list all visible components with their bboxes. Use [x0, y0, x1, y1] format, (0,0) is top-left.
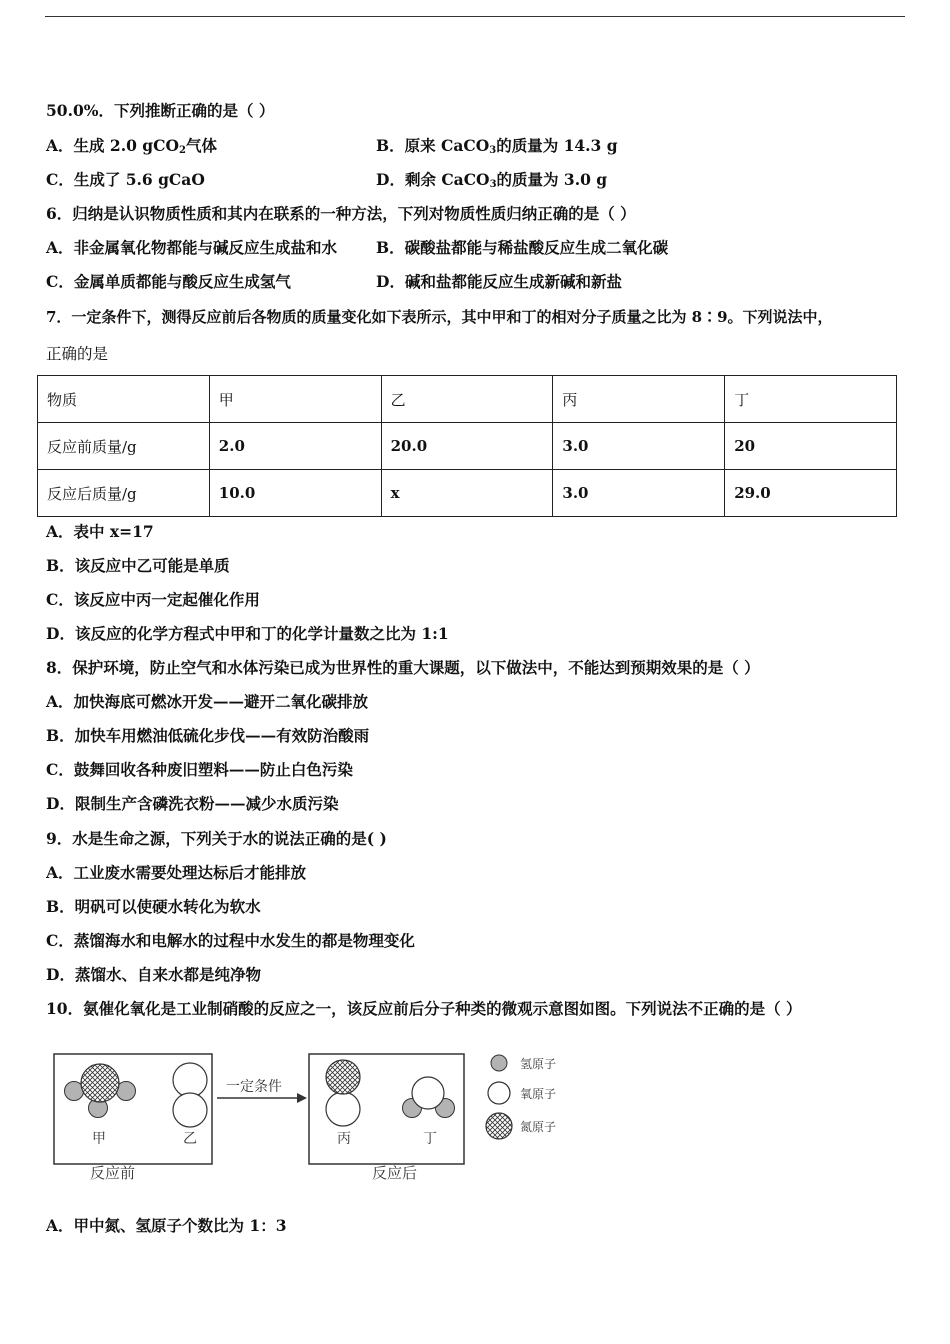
q5-option-d: D．剩余 CaCO$_3$的质量为 3.0 g: [376, 170, 608, 190]
table-cell: 20: [725, 423, 897, 470]
q6-option-b: B．碳酸盐都能与稀盐酸反应生成二氧化碳: [376, 238, 669, 257]
table-row: [38, 470, 897, 517]
table-cell: 2.0: [209, 423, 381, 470]
after-label: 反应后: [372, 1164, 418, 1182]
table-cell: 反应前质量/g: [38, 423, 210, 470]
q7-stem-line1: 7．一定条件下，测得反应前后各物质的质量变化如下表所示，其中甲和丁的相对分子质量之比为 8∶9。下列说法中，: [46, 308, 833, 326]
q9-option-d: D．蒸馏水、自来水都是纯净物: [46, 965, 261, 984]
q7-option-a: A．表中 x=17: [46, 522, 154, 541]
header-rule: [45, 16, 905, 17]
q8-option-b: B．加快车用燃油低硫化步伐——有效防治酸雨: [46, 726, 370, 745]
table-row: [38, 423, 897, 470]
q5-option-b: B．原来 CaCO$_3$的质量为 14.3 g: [376, 136, 618, 156]
arrow-label: 一定条件: [226, 1079, 282, 1095]
q5-option-c: C．生成了 5.6 gCaO: [46, 170, 205, 189]
oxygen-atom: [173, 1093, 207, 1127]
table-cell: 10.0: [209, 470, 381, 517]
q8-option-d: D．限制生产含磷洗衣粉——减少水质污染: [46, 794, 339, 813]
q7-option-b: B．该反应中乙可能是单质: [46, 556, 230, 575]
q9-option-c: C．蒸馏海水和电解水的过程中水发生的都是物理变化: [46, 931, 415, 950]
arrow-head: [297, 1093, 307, 1103]
nitrogen-atom: [81, 1064, 119, 1102]
q7-mass-table: [37, 375, 897, 517]
table-cell: 乙: [381, 376, 553, 423]
legend-nitrogen: 氮原子: [520, 1120, 557, 1134]
label-bing: 丙: [337, 1131, 351, 1147]
legend-nitrogen-icon: [486, 1113, 512, 1139]
table-cell: 甲: [209, 376, 381, 423]
legend-oxygen-icon: [488, 1082, 510, 1104]
q5-option-a: A．生成 2.0 gCO$_2$气体: [46, 136, 217, 156]
q6-option-c: C．金属单质都能与酸反应生成氢气: [46, 272, 291, 291]
q7-option-d: D．该反应的化学方程式中甲和丁的化学计量数之比为 1:1: [46, 624, 449, 643]
oxygen-atom: [173, 1063, 207, 1097]
table-cell: 3.0: [553, 423, 725, 470]
oxygen-atom: [326, 1092, 360, 1126]
q9-stem: 9．水是生命之源，下列关于水的说法正确的是( ): [46, 829, 387, 848]
q8-stem: 8．保护环境，防止空气和水体污染已成为世界性的重大课题，以下做法中，不能达到预期效果的是（ ）: [46, 658, 760, 677]
q6-stem: 6．归纳是认识物质性质和其内在联系的一种方法，下列对物质性质归纳正确的是（ ）: [46, 204, 636, 223]
q10-stem: 10．氨催化氧化是工业制硝酸的反应之一，该反应前后分子种类的微观示意图如图。下列说法不正确的是（ ）: [46, 999, 802, 1018]
reaction-diagram: [50, 1040, 590, 1190]
table-cell: 20.0: [381, 423, 553, 470]
legend-hydrogen: 氢原子: [520, 1057, 557, 1071]
oxygen-atom: [412, 1077, 444, 1109]
q7-option-c: C．该反应中丙一定起催化作用: [46, 590, 260, 609]
table-cell: x: [381, 470, 553, 517]
table-cell: 29.0: [725, 470, 897, 517]
table-cell: 丁: [725, 376, 897, 423]
q6-option-a: A．非金属氧化物都能与碱反应生成盐和水: [46, 238, 338, 257]
q9-option-b: B．明矾可以使硬水转化为软水: [46, 897, 261, 916]
table-cell: 物质: [38, 376, 210, 423]
q8-option-a: A．加快海底可燃冰开发——避开二氧化碳排放: [46, 692, 369, 711]
label-yi: 乙: [183, 1131, 197, 1147]
q9-option-a: A．工业废水需要处理达标后才能排放: [46, 863, 307, 882]
before-label: 反应前: [90, 1164, 136, 1182]
legend-hydrogen-icon: [491, 1055, 507, 1071]
label-jia: 甲: [92, 1131, 106, 1147]
label-ding: 丁: [423, 1131, 437, 1147]
q10-option-a: A．甲中氮、氢原子个数比为 1：3: [46, 1216, 287, 1235]
nitrogen-atom: [326, 1060, 360, 1094]
table-header-row: [38, 376, 897, 423]
table-cell: 丙: [553, 376, 725, 423]
q8-option-c: C．鼓舞回收各种废旧塑料——防止白色污染: [46, 760, 353, 779]
q5-stem-tail: 50.0%．下列推断正确的是（ ）: [46, 101, 275, 120]
legend-oxygen: 氧原子: [520, 1087, 557, 1101]
q7-stem-line2: 正确的是: [46, 345, 109, 363]
table-cell: 反应后质量/g: [38, 470, 210, 517]
q6-option-d: D．碱和盐都能反应生成新碱和新盐: [376, 272, 622, 291]
table-cell: 3.0: [553, 470, 725, 517]
